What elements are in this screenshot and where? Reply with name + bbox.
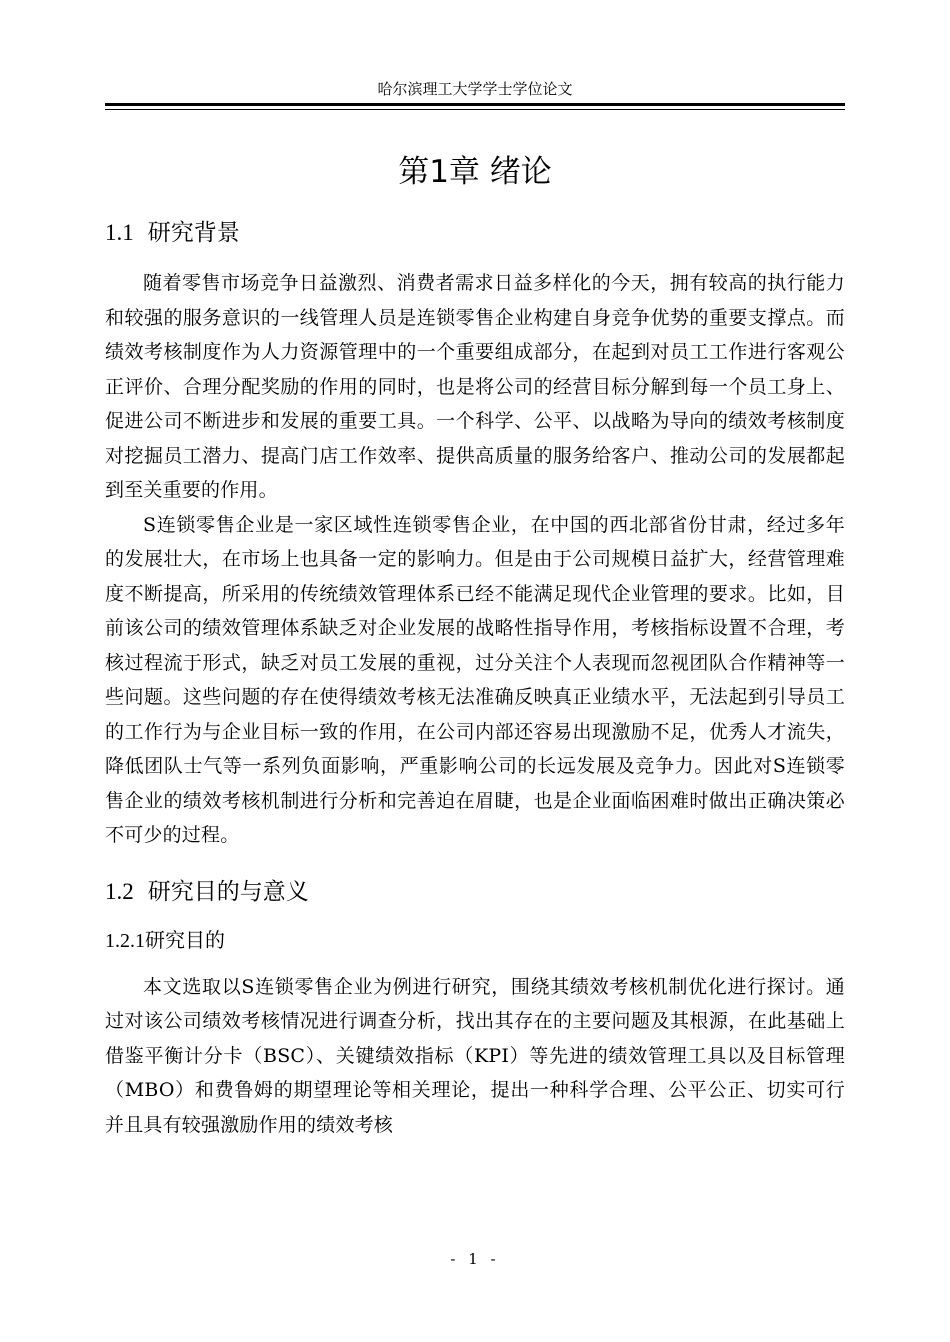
section-title-text: 研究目的与意义 xyxy=(147,878,309,905)
subsection-title-text: 研究目的 xyxy=(145,927,225,952)
body-paragraph: 本文选取以S连锁零售企业为例进行研究，围绕其绩效考核机制优化进行探讨。通过对该公司绩效考核情况进行调查分析，找出其存在的主要问题及其根源，在此基础上借鉴平衡计分卡（BSC）、关键绩效指标（KPI）等先进的绩效管理工具以及目标管理（MBO）和费鲁姆的期望理论等相关理论，提出一种科学合理、公平公正、切实可行并且具有较强激励作用的绩效考核 xyxy=(105,975,845,1136)
section-number: 1.2 xyxy=(105,878,134,904)
subsection-number: 1.2.1 xyxy=(105,929,145,952)
subsection-heading-1-2-1 xyxy=(105,925,845,956)
running-header: 哈尔滨理工大学学士学位论文 xyxy=(377,80,573,98)
body-paragraph: S连锁零售企业是一家区域性连锁零售企业，在中国的西北部省份甘肃，经过多年的发展壮大，在市场上也具备一定的影响力。但是由于公司规模日益扩大，经营管理难度不断提高，所采用的传统绩效管理体系已经不能满足现代企业管理的要求。比如，目前该公司的绩效管理体系缺乏对企业发展的战略性指导作用，考核指标设置不合理，考核过程流于形式，缺乏对员工发展的重视，过分关注个人表现而忽视团队合作精神等一些问题。这些问题的存在使得绩效考核无法准确反映真正业绩水平，无法起到引导员工的工作行为与企业目标一致的作用，在公司内部还容易出现激励不足，优秀人才流失，降低团队士气等一系列负面影响，严重影响公司的长远发展及竞争力。因此对S连锁零售企业的绩效考核机制进行分析和完善迫在眉睫，也是企业面临困难时做出正确决策必不可少的过程。 xyxy=(105,513,845,846)
section-heading-1-1 xyxy=(105,216,845,250)
section-number: 1.1 xyxy=(105,220,134,245)
header-rule-thick xyxy=(105,103,845,106)
page-body xyxy=(105,150,845,1142)
body-paragraph: 随着零售市场竞争日益激烈、消费者需求日益多样化的今天，拥有较高的执行能力和较强的服务意识的一线管理人员是连锁零售企业构建自身竞争优势的重要支撑点。而绩效考核制度作为人力资源管理中的一个重要组成部分，在起到对员工工作进行客观公正评价、合理分配奖励的作用的同时，也是将公司的经营目标分解到每一个员工身上、促进公司不断进步和发展的重要工具。一个科学、公平、以战略为导向的绩效考核制度对挖掘员工潜力、提高门店工作效率、提供高质量的服务给客户、推动公司的发展都起到至关重要的作用。 xyxy=(105,272,845,501)
section-title-text: 研究背景 xyxy=(147,220,240,246)
header-rule-thin xyxy=(105,109,845,110)
chapter-title: 第1章 绪论 xyxy=(398,154,552,190)
section-heading-1-2 xyxy=(105,875,845,909)
page-number: - 1 - xyxy=(450,1250,500,1268)
